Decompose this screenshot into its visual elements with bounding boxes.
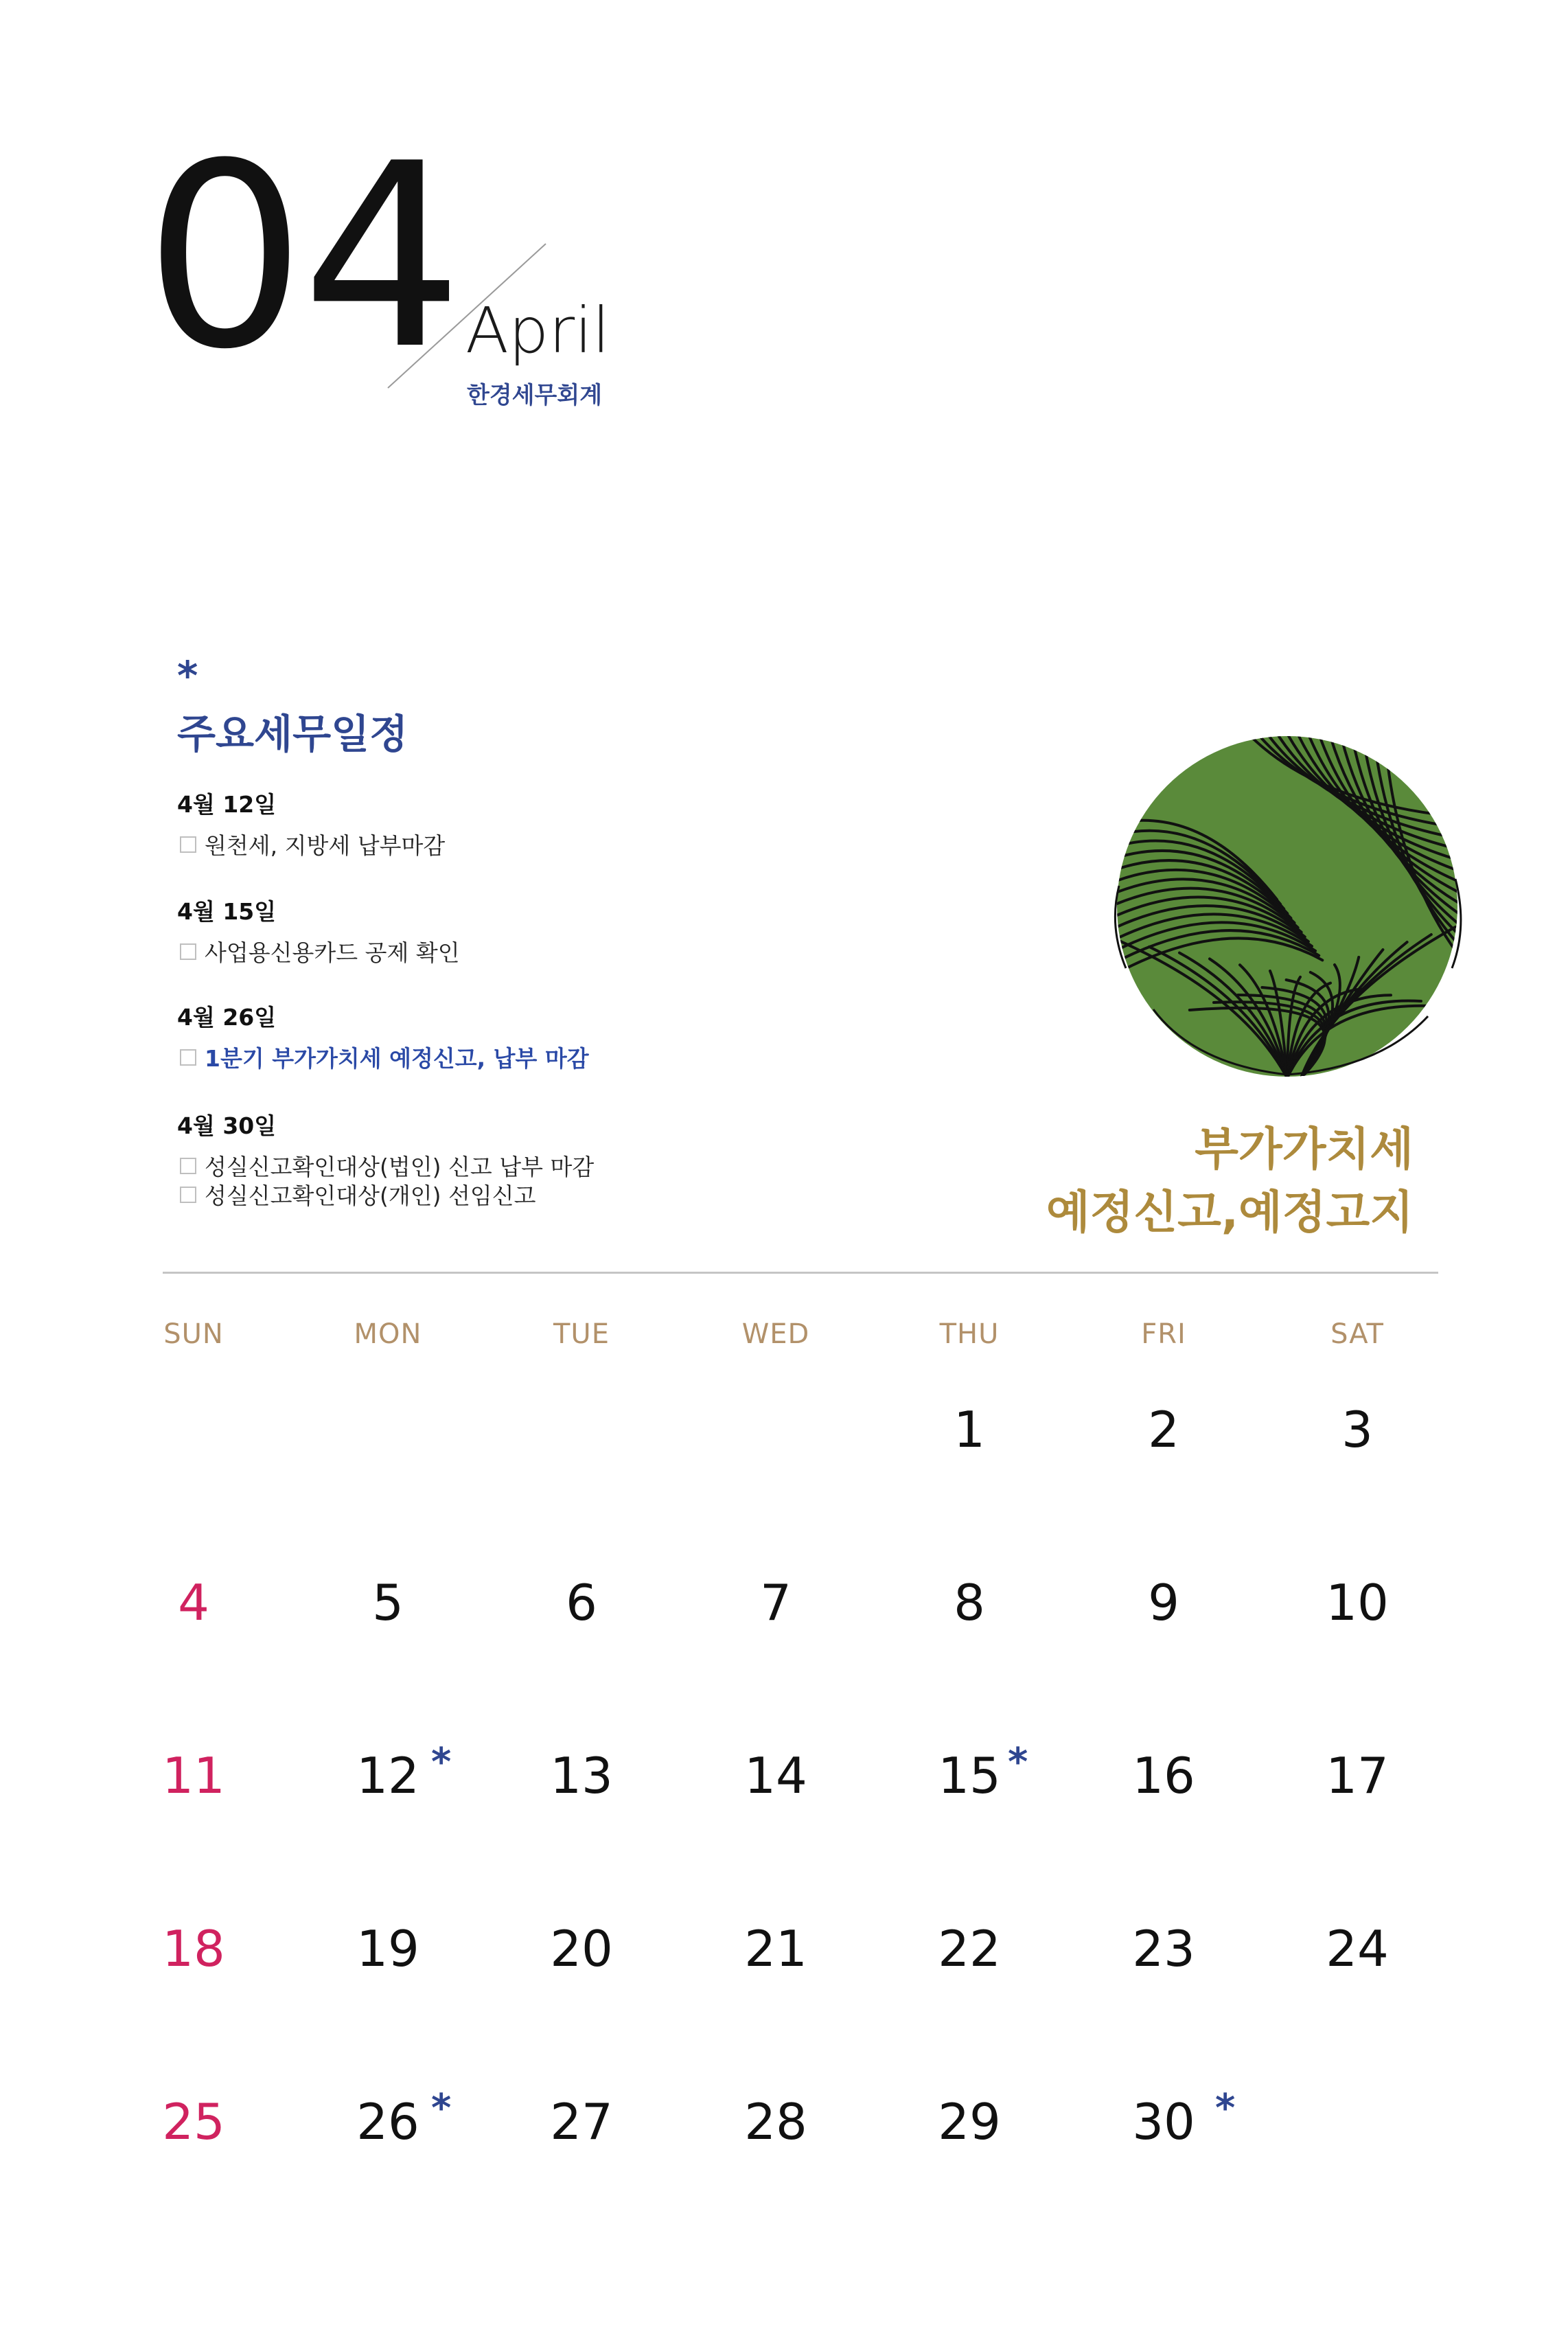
- promo-line-2: 예정신고,예정고지: [1046, 1186, 1414, 1239]
- calendar-day-sunday: 11: [162, 1747, 225, 1805]
- calendar-day: 15: [938, 1747, 1001, 1805]
- calendar-day: 2: [1148, 1401, 1179, 1458]
- schedule-item-text: 원천세, 지방세 납부마감: [205, 832, 446, 859]
- schedule-title: 주요세무일정: [177, 711, 408, 757]
- calendar-day: 7: [760, 1574, 792, 1631]
- month-number: 04: [144, 110, 459, 405]
- schedule-mark-icon: *: [1008, 1740, 1028, 1785]
- schedule-item-text: 1분기 부가가치세 예정신고, 납부 마감: [205, 1045, 589, 1072]
- weekday-tue: TUE: [553, 1318, 610, 1350]
- weekday-fri: FRI: [1141, 1318, 1186, 1350]
- calendar-day-sunday: 25: [162, 2093, 225, 2151]
- calendar-day-sunday: 4: [178, 1574, 209, 1631]
- schedule-item-highlight: [180, 1041, 589, 1073]
- section-divider: [163, 1272, 1438, 1274]
- weekday-thu: THU: [939, 1318, 1000, 1350]
- calendar-day: 9: [1148, 1574, 1179, 1631]
- calendar-day: 30: [1132, 2093, 1195, 2151]
- calendar-day: 8: [954, 1574, 985, 1631]
- schedule-item-text: 성실신고확인대상(법인) 신고 납부 마감: [205, 1154, 595, 1180]
- calendar-day: 12: [356, 1747, 419, 1805]
- checkbox-icon: [180, 1158, 196, 1174]
- checkbox-icon: [180, 1187, 196, 1203]
- checkbox-icon: [180, 836, 196, 853]
- calendar-day: 28: [744, 2093, 807, 2151]
- schedule-item: [180, 935, 460, 967]
- calendar-day: 23: [1132, 1920, 1195, 1978]
- calendar-day: 21: [744, 1920, 807, 1978]
- schedule-item: [180, 1178, 536, 1211]
- weekday-wed: WED: [741, 1318, 810, 1350]
- weekday-mon: MON: [354, 1318, 422, 1350]
- schedule-item-text: 성실신고확인대상(개인) 선임신고: [205, 1182, 536, 1209]
- calendar-day: 5: [372, 1574, 404, 1631]
- schedule-mark-icon: *: [1215, 2086, 1236, 2131]
- schedule-item-text: 사업용신용카드 공제 확인: [205, 939, 460, 966]
- calendar-day: 1: [954, 1401, 985, 1458]
- calendar-day: 16: [1132, 1747, 1195, 1805]
- calendar-day: 3: [1341, 1401, 1373, 1458]
- leaf-ball-illustration: [1105, 721, 1469, 1085]
- schedule-star-icon: *: [177, 652, 198, 699]
- schedule-item: [180, 1149, 594, 1182]
- calendar-day: 27: [550, 2093, 613, 2151]
- schedule-item: [180, 828, 445, 860]
- calendar-day: 14: [744, 1747, 807, 1805]
- schedule-mark-icon: *: [431, 2086, 452, 2131]
- calendar-day-sunday: 18: [162, 1920, 225, 1978]
- calendar-day: 13: [550, 1747, 613, 1805]
- calendar-day: 24: [1326, 1920, 1389, 1978]
- weekday-sat: SAT: [1330, 1318, 1384, 1350]
- schedule-date-1: 4월 12일: [177, 791, 277, 818]
- promo-line-1: 부가가치세: [1195, 1123, 1414, 1176]
- calendar-day: 6: [566, 1574, 597, 1631]
- calendar-day: 19: [356, 1920, 419, 1978]
- schedule-mark-icon: *: [431, 1740, 452, 1785]
- calendar-day: 20: [550, 1920, 613, 1978]
- schedule-date-4: 4월 30일: [177, 1112, 277, 1139]
- weekday-sun: SUN: [163, 1318, 224, 1350]
- calendar-day: 10: [1326, 1574, 1389, 1631]
- calendar-day: 26: [356, 2093, 419, 2151]
- calendar-day: 29: [938, 2093, 1001, 2151]
- checkbox-icon: [180, 1049, 196, 1066]
- checkbox-icon: [180, 943, 196, 960]
- brand-name: 한경세무회계: [467, 382, 603, 409]
- calendar-day: 22: [938, 1920, 1001, 1978]
- schedule-date-3: 4월 26일: [177, 1004, 277, 1031]
- month-name: April: [465, 294, 610, 367]
- schedule-date-2: 4월 15일: [177, 898, 277, 925]
- calendar-day: 17: [1326, 1747, 1389, 1805]
